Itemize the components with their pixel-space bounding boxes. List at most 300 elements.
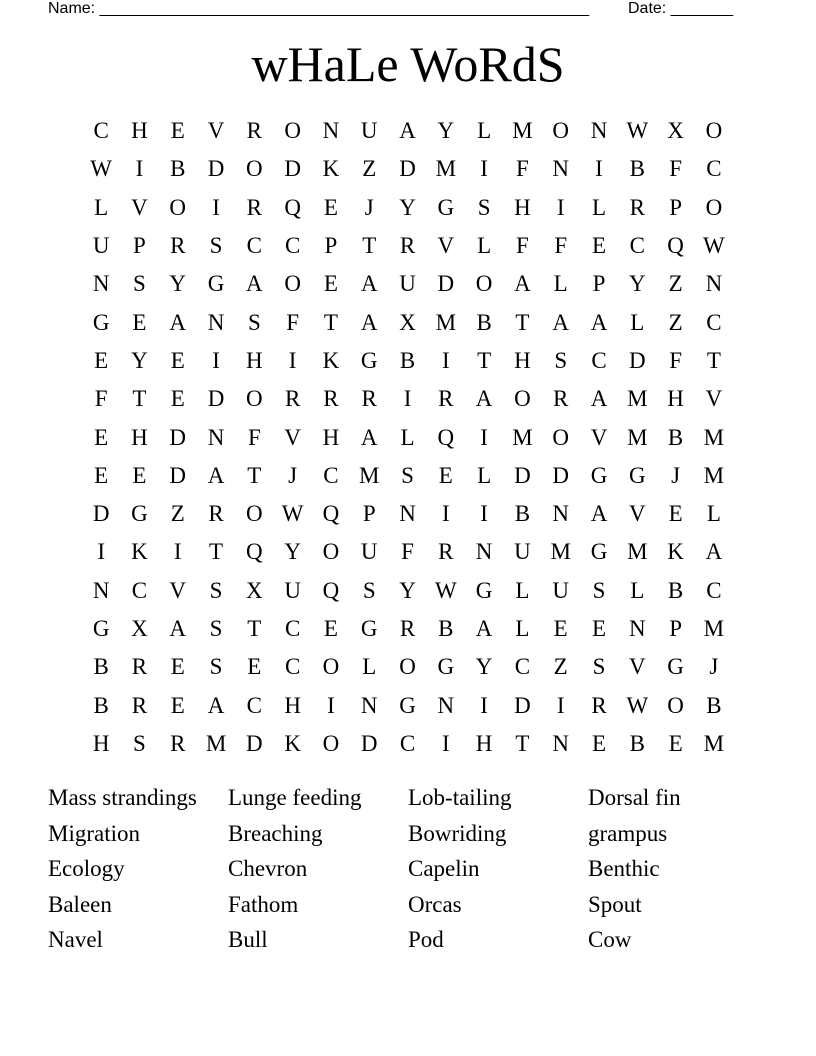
grid-letter[interactable]: S — [554, 347, 568, 373]
grid-letter[interactable]: R — [361, 386, 377, 412]
grid-letter[interactable]: B — [93, 692, 109, 718]
grid-letter[interactable]: G — [475, 577, 493, 603]
grid-letter[interactable]: K — [131, 539, 148, 565]
grid-letter[interactable]: N — [92, 577, 110, 603]
grid-letter[interactable]: R — [170, 233, 186, 259]
grid-letter[interactable]: I — [480, 501, 488, 527]
grid-letter[interactable]: T — [515, 309, 530, 335]
grid-letter[interactable]: O — [514, 386, 531, 412]
grid-letter[interactable]: E — [170, 347, 185, 373]
grid-letter[interactable]: W — [90, 156, 112, 182]
grid-letter[interactable]: E — [247, 654, 262, 680]
grid-letter[interactable]: M — [627, 424, 648, 450]
grid-letter[interactable]: D — [360, 730, 378, 756]
grid-letter[interactable]: P — [362, 501, 376, 527]
grid-letter[interactable]: I — [135, 156, 144, 182]
name-field[interactable] — [48, 0, 589, 18]
grid-letter[interactable]: Z — [668, 309, 683, 335]
grid-letter[interactable]: G — [92, 616, 110, 641]
grid-letter[interactable]: B — [514, 501, 531, 527]
grid-letter[interactable]: G — [437, 654, 455, 680]
grid-letter[interactable]: P — [669, 194, 682, 220]
grid-letter[interactable]: Q — [284, 194, 301, 220]
grid-letter[interactable]: E — [170, 118, 185, 144]
grid-letter[interactable]: I — [212, 347, 220, 373]
grid-letter[interactable]: O — [322, 539, 340, 565]
grid-letter[interactable]: H — [514, 347, 531, 373]
grid-letter[interactable]: N — [92, 271, 110, 297]
grid-letter[interactable]: P — [133, 233, 146, 259]
grid-letter[interactable]: N — [552, 730, 570, 756]
grid-letter[interactable]: F — [516, 156, 529, 182]
grid-letter[interactable]: G — [207, 271, 225, 297]
grid-letter[interactable]: X — [667, 118, 684, 144]
grid-letter[interactable]: X — [399, 309, 416, 335]
grid-letter[interactable]: N — [360, 692, 378, 718]
grid-letter[interactable]: S — [477, 194, 491, 220]
grid-letter[interactable]: R — [438, 539, 454, 565]
grid-letter[interactable]: U — [284, 577, 301, 603]
grid-letter[interactable]: Y — [169, 271, 187, 297]
grid-letter[interactable]: X — [246, 577, 263, 603]
grid-letter[interactable]: I — [480, 424, 488, 450]
grid-letter[interactable]: V — [131, 194, 148, 220]
grid-letter[interactable]: I — [97, 539, 105, 565]
grid-letter[interactable]: Y — [284, 539, 301, 565]
grid-letter[interactable]: H — [284, 692, 301, 718]
date-blank[interactable]: _______ — [670, 0, 733, 17]
grid-letter[interactable]: S — [592, 577, 606, 603]
grid-letter[interactable]: D — [169, 462, 187, 488]
grid-letter[interactable]: D — [207, 386, 225, 412]
grid-letter[interactable]: B — [170, 156, 186, 182]
grid-letter[interactable]: V — [207, 118, 225, 144]
grid-letter[interactable]: M — [627, 386, 648, 412]
grid-letter[interactable]: B — [476, 309, 492, 335]
grid-letter[interactable]: I — [441, 730, 450, 756]
grid-letter[interactable]: R — [629, 194, 645, 220]
grid-letter[interactable]: C — [284, 616, 301, 641]
grid-letter[interactable]: E — [438, 462, 453, 488]
grid-letter[interactable]: O — [552, 118, 570, 144]
grid-letter[interactable]: O — [475, 271, 493, 297]
grid-letter[interactable]: X — [131, 616, 148, 641]
grid-letter[interactable]: G — [590, 539, 608, 565]
grid-letter[interactable]: R — [323, 386, 339, 412]
grid-letter[interactable]: O — [284, 271, 301, 297]
grid-letter[interactable]: G — [628, 462, 646, 488]
grid-letter[interactable]: Y — [475, 654, 493, 680]
grid-letter[interactable]: K — [322, 156, 340, 182]
word-bank-item: Chevron — [228, 856, 308, 882]
grid-letter[interactable]: W — [626, 692, 649, 718]
grid-letter[interactable]: P — [324, 233, 338, 259]
grid-letter[interactable]: J — [671, 462, 681, 488]
grid-letter[interactable]: Z — [668, 271, 683, 297]
grid-letter[interactable]: D — [628, 347, 646, 373]
grid-letter[interactable]: H — [475, 730, 493, 756]
grid-letter[interactable]: B — [399, 347, 416, 373]
grid-letter[interactable]: N — [705, 271, 723, 297]
grid-letter[interactable]: Q — [322, 501, 340, 527]
grid-letter[interactable]: D — [207, 156, 225, 182]
grid-letter[interactable]: Z — [170, 501, 185, 527]
grid-letter[interactable]: A — [705, 539, 723, 565]
grid-letter[interactable]: J — [709, 654, 719, 680]
grid-letter[interactable]: E — [591, 730, 607, 756]
grid-letter[interactable]: P — [669, 616, 682, 641]
grid-letter[interactable]: O — [705, 194, 723, 220]
grid-letter[interactable]: E — [132, 309, 147, 335]
grid-letter[interactable]: A — [246, 271, 263, 297]
grid-letter[interactable]: M — [512, 424, 533, 450]
grid-letter[interactable]: I — [556, 692, 565, 718]
grid-letter[interactable]: I — [173, 539, 182, 565]
grid-letter[interactable]: C — [323, 462, 339, 488]
grid-letter[interactable]: N — [437, 692, 455, 718]
grid-letter[interactable]: G — [131, 501, 148, 527]
grid-letter[interactable]: F — [247, 424, 261, 450]
grid-letter[interactable]: M — [703, 424, 725, 450]
grid-letter[interactable]: A — [360, 424, 378, 450]
grid-letter[interactable]: E — [323, 271, 338, 297]
grid-letter[interactable]: N — [207, 424, 225, 450]
grid-letter[interactable]: V — [628, 654, 646, 680]
grid-letter[interactable]: C — [514, 654, 531, 680]
grid-letter[interactable]: N — [552, 501, 570, 527]
grid-letter[interactable]: T — [132, 386, 147, 412]
grid-letter[interactable]: C — [591, 347, 607, 373]
grid-letter[interactable]: R — [438, 386, 454, 412]
grid-letter[interactable]: O — [169, 194, 187, 220]
grid-letter[interactable]: L — [94, 194, 109, 220]
grid-letter[interactable]: A — [207, 692, 225, 718]
grid-letter[interactable]: V — [705, 386, 723, 412]
grid-letter[interactable]: E — [668, 501, 683, 527]
grid-letter[interactable]: E — [132, 462, 147, 488]
grid-letter[interactable]: T — [247, 462, 262, 488]
grid-letter[interactable]: Z — [362, 156, 377, 182]
grid-letter[interactable]: A — [399, 118, 416, 144]
grid-letter[interactable]: B — [706, 692, 722, 718]
grid-letter[interactable]: Q — [667, 233, 684, 259]
word-bank-item: Cow — [588, 927, 632, 953]
grid-letter[interactable]: I — [480, 692, 488, 718]
grid-letter[interactable]: C — [93, 118, 109, 144]
word-bank-item: Ecology — [48, 856, 125, 882]
grid-letter[interactable]: Y — [399, 577, 416, 603]
grid-letter[interactable]: A — [169, 309, 187, 335]
grid-letter[interactable]: K — [284, 730, 301, 756]
grid-letter[interactable]: C — [284, 654, 301, 680]
name-blank[interactable]: _______________________________________________________ — [99, 0, 589, 17]
grid-letter[interactable]: B — [629, 156, 645, 182]
grid-letter[interactable]: U — [514, 539, 531, 565]
grid-letter[interactable]: C — [284, 233, 301, 259]
grid-letter[interactable]: S — [247, 309, 261, 335]
grid-letter[interactable]: N — [590, 118, 608, 144]
grid-letter[interactable]: L — [553, 271, 568, 297]
grid-letter[interactable]: P — [592, 271, 606, 297]
grid-letter[interactable]: R — [208, 501, 224, 527]
grid-letter[interactable]: O — [552, 424, 570, 450]
grid-letter[interactable]: G — [590, 462, 608, 488]
grid-letter[interactable]: S — [209, 616, 223, 641]
grid-letter[interactable]: M — [703, 616, 725, 641]
word-bank-item: Fathom — [228, 891, 299, 917]
grid-letter[interactable]: E — [323, 616, 338, 641]
grid-letter[interactable]: H — [667, 386, 684, 412]
grid-letter[interactable]: C — [131, 577, 148, 603]
grid-letter[interactable]: M — [435, 156, 457, 182]
grid-letter[interactable]: L — [630, 577, 645, 603]
grid-letter[interactable]: I — [480, 156, 488, 182]
grid-letter[interactable]: M — [359, 462, 380, 488]
grid-letter[interactable]: F — [669, 347, 682, 373]
grid-letter[interactable]: C — [629, 233, 645, 259]
grid-letter[interactable]: L — [362, 654, 377, 680]
grid-letter[interactable]: C — [399, 730, 416, 756]
grid-letter[interactable]: O — [399, 654, 416, 680]
grid-letter[interactable]: C — [706, 156, 722, 182]
grid-letter[interactable]: V — [169, 577, 187, 603]
grid-letter[interactable]: J — [288, 462, 298, 488]
grid-letter[interactable]: N — [628, 616, 646, 641]
grid-letter[interactable]: B — [438, 616, 454, 641]
grid-letter[interactable]: T — [515, 730, 530, 756]
grid-letter[interactable]: R — [131, 654, 148, 680]
grid-letter[interactable]: H — [246, 347, 263, 373]
grid-letter[interactable]: B — [667, 577, 684, 603]
grid-letter[interactable]: R — [170, 730, 186, 756]
grid-letter[interactable]: H — [131, 424, 148, 450]
grid-letter[interactable]: U — [399, 271, 416, 297]
grid-letter[interactable]: T — [477, 347, 492, 373]
grid-letter[interactable]: H — [131, 118, 148, 144]
grid-letter[interactable]: A — [169, 616, 187, 641]
grid-letter[interactable]: M — [512, 118, 533, 144]
grid-letter[interactable]: F — [554, 233, 568, 259]
grid-letter[interactable]: D — [437, 271, 455, 297]
grid-letter[interactable]: R — [246, 118, 262, 144]
grid-letter[interactable]: O — [705, 118, 723, 144]
grid-letter[interactable]: N — [207, 309, 225, 335]
grid-letter[interactable]: A — [475, 616, 493, 641]
grid-letter[interactable]: S — [401, 462, 414, 488]
grid-letter[interactable]: L — [400, 424, 415, 450]
grid-letter[interactable]: Y — [131, 347, 148, 373]
grid-letter[interactable]: H — [92, 730, 110, 756]
grid-letter[interactable]: A — [590, 386, 608, 412]
grid-letter[interactable]: V — [437, 233, 455, 259]
grid-letter[interactable]: S — [209, 654, 223, 680]
grid-letter[interactable]: R — [399, 616, 416, 641]
grid-letter[interactable]: E — [170, 386, 185, 412]
grid-letter[interactable]: C — [246, 692, 262, 718]
grid-letter[interactable]: A — [590, 501, 608, 527]
grid-letter[interactable]: E — [94, 424, 109, 450]
grid-letter[interactable]: L — [477, 462, 492, 488]
grid-letter[interactable]: E — [668, 730, 683, 756]
grid-letter[interactable]: T — [247, 616, 262, 641]
grid-letter[interactable]: W — [626, 118, 649, 144]
grid-letter[interactable]: I — [327, 692, 335, 718]
grid-letter[interactable]: L — [591, 194, 607, 220]
grid-letter[interactable]: M — [550, 539, 571, 565]
grid-letter[interactable]: T — [362, 233, 377, 259]
grid-letter[interactable]: R — [246, 194, 262, 220]
grid-letter[interactable]: Q — [437, 424, 455, 450]
grid-letter[interactable]: E — [591, 233, 607, 259]
grid-letter[interactable]: L — [515, 616, 530, 641]
grid-letter[interactable]: I — [403, 386, 412, 412]
grid-letter[interactable]: A — [590, 309, 608, 335]
grid-letter[interactable]: A — [514, 271, 531, 297]
grid-letter[interactable]: L — [515, 577, 530, 603]
grid-letter[interactable]: U — [360, 118, 378, 144]
grid-letter[interactable]: E — [553, 616, 568, 641]
grid-letter[interactable]: E — [323, 194, 338, 220]
grid-letter[interactable]: M — [435, 309, 457, 335]
grid-letter[interactable]: H — [514, 194, 531, 220]
grid-letter[interactable]: S — [362, 577, 376, 603]
grid-letter[interactable]: T — [706, 347, 721, 373]
grid-letter[interactable]: M — [627, 539, 648, 565]
grid-letter[interactable]: H — [322, 424, 340, 450]
grid-letter[interactable]: M — [703, 462, 725, 488]
grid-letter[interactable]: R — [284, 386, 301, 412]
grid-letter[interactable]: S — [209, 577, 223, 603]
grid-letter[interactable]: E — [170, 692, 185, 718]
grid-letter[interactable]: I — [595, 156, 603, 182]
grid-letter[interactable]: V — [284, 424, 301, 450]
grid-letter[interactable]: E — [94, 462, 109, 488]
grid-letter[interactable]: L — [477, 233, 492, 259]
grid-letter[interactable]: U — [92, 233, 110, 259]
grid-letter[interactable]: W — [434, 577, 457, 603]
grid-letter[interactable]: V — [590, 424, 608, 450]
grid-letter[interactable]: M — [205, 730, 227, 756]
grid-letter[interactable]: G — [437, 194, 455, 220]
grid-letter[interactable]: G — [360, 616, 378, 641]
grid-letter[interactable]: A — [207, 462, 225, 488]
grid-letter[interactable]: R — [399, 233, 416, 259]
grid-letter[interactable]: I — [441, 501, 450, 527]
grid-letter[interactable]: N — [399, 501, 416, 527]
grid-letter[interactable]: R — [131, 692, 148, 718]
grid-letter[interactable]: O — [246, 156, 263, 182]
grid-letter[interactable]: F — [669, 156, 682, 182]
grid-letter[interactable]: Z — [553, 654, 568, 680]
grid-letter[interactable]: R — [591, 692, 607, 718]
grid-letter[interactable]: F — [401, 539, 414, 565]
grid-letter[interactable]: Y — [628, 271, 646, 297]
grid-letter[interactable]: F — [516, 233, 529, 259]
grid-letter[interactable]: C — [706, 309, 722, 335]
grid-letter[interactable]: F — [94, 386, 108, 412]
grid-letter[interactable]: D — [514, 462, 531, 488]
grid-letter[interactable]: D — [246, 730, 263, 756]
grid-letter[interactable]: A — [360, 309, 378, 335]
grid-letter[interactable]: D — [169, 424, 187, 450]
grid-letter[interactable]: U — [360, 539, 378, 565]
grid-letter[interactable]: T — [209, 539, 224, 565]
grid-letter[interactable]: D — [552, 462, 570, 488]
grid-letter[interactable]: V — [628, 501, 646, 527]
grid-letter[interactable]: B — [93, 654, 109, 680]
grid-letter[interactable]: N — [475, 539, 493, 565]
grid-letter[interactable]: O — [322, 654, 340, 680]
word-bank-item: Bull — [228, 927, 268, 953]
grid-letter[interactable]: J — [364, 194, 374, 220]
grid-letter[interactable]: S — [133, 271, 146, 297]
grid-letter[interactable]: I — [212, 194, 220, 220]
grid-letter[interactable]: O — [284, 118, 301, 144]
grid-letter[interactable]: C — [706, 577, 722, 603]
grid-letter[interactable]: N — [322, 118, 340, 144]
grid-letter[interactable]: G — [92, 309, 110, 335]
grid-letter[interactable]: B — [667, 424, 684, 450]
grid-letter[interactable]: I — [441, 347, 450, 373]
grid-letter[interactable]: K — [667, 539, 684, 565]
grid-letter[interactable]: S — [592, 654, 606, 680]
grid-letter[interactable]: L — [477, 118, 492, 144]
grid-letter[interactable]: G — [399, 692, 416, 718]
grid-letter[interactable]: O — [246, 386, 263, 412]
grid-letter[interactable]: F — [286, 309, 300, 335]
grid-letter[interactable]: L — [630, 309, 645, 335]
grid-letter[interactable]: I — [556, 194, 565, 220]
grid-letter[interactable]: A — [360, 271, 378, 297]
grid-letter[interactable]: I — [288, 347, 297, 373]
grid-letter[interactable]: Q — [246, 539, 263, 565]
grid-letter[interactable]: S — [133, 730, 146, 756]
grid-letter[interactable]: W — [281, 501, 304, 527]
date-field[interactable] — [628, 0, 733, 18]
grid-letter[interactable]: S — [209, 233, 223, 259]
grid-letter[interactable]: G — [667, 654, 684, 680]
word-bank-item: Capelin — [408, 856, 480, 882]
grid-letter[interactable]: Q — [322, 577, 340, 603]
grid-letter[interactable]: A — [552, 309, 570, 335]
grid-letter[interactable]: E — [94, 347, 109, 373]
grid-letter[interactable]: K — [322, 347, 340, 373]
grid-letter[interactable]: O — [322, 730, 340, 756]
grid-letter[interactable]: O — [246, 501, 263, 527]
grid-letter[interactable]: Y — [437, 118, 455, 144]
grid-letter[interactable]: D — [514, 692, 531, 718]
grid-letter[interactable]: A — [475, 386, 493, 412]
grid-letter[interactable]: M — [703, 730, 725, 756]
grid-letter[interactable]: B — [629, 730, 645, 756]
grid-letter[interactable]: L — [706, 501, 721, 527]
grid-letter[interactable]: D — [399, 156, 416, 182]
grid-letter[interactable]: O — [667, 692, 684, 718]
grid-letter[interactable]: C — [246, 233, 262, 259]
grid-letter[interactable]: E — [170, 654, 185, 680]
grid-letter[interactable]: W — [703, 233, 725, 259]
grid-letter[interactable]: T — [323, 309, 338, 335]
word-bank-item: Migration — [48, 820, 140, 846]
grid-letter[interactable]: D — [284, 156, 301, 182]
grid-letter[interactable]: R — [553, 386, 569, 412]
grid-letter[interactable]: Y — [399, 194, 416, 220]
grid-letter[interactable]: N — [552, 156, 570, 182]
grid-letter[interactable]: D — [92, 501, 110, 527]
grid-letter[interactable]: G — [360, 347, 378, 373]
grid-letter[interactable]: U — [552, 577, 570, 603]
grid-letter[interactable]: E — [591, 616, 607, 641]
